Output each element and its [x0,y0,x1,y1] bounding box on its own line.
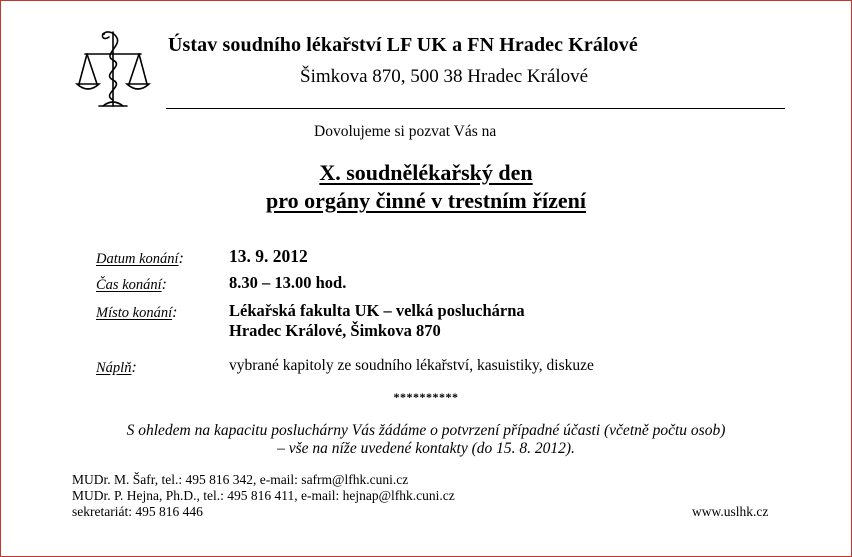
date-label: Datum konání: [96,250,184,267]
attendance-note-line1: S ohledem na kapacitu posluchárny Vás žádáme o potvrzení případné účasti (včetně počtu osob) [126,422,726,439]
time-value: 8.30 – 13.00 hod. [229,273,347,292]
place-label: Místo konání: [96,304,178,321]
website-link[interactable]: www.uslhk.cz [692,504,769,519]
invitation-intro: Dovolujeme si pozvat Vás na [314,123,497,140]
attendance-note-line2: – vše na níže uvedené kontakty (do 15. 8. 2012). [277,440,575,457]
content-label: Náplň: [96,359,137,376]
date-value: 13. 9. 2012 [229,246,308,266]
event-title-line2: pro orgány činné v trestním řízení [266,188,586,213]
institution-address: Šimkova 870, 500 38 Hradec Králové [300,66,589,87]
asclepius-scales-logo-icon [73,20,153,112]
contact-line-hejna: MUDr. P. Hejna, Ph.D., tel.: 495 816 411, e-mail: hejnap@lfhk.cuni.cz [72,488,455,503]
content-value: vybrané kapitoly ze soudního lékařství, kasuistiky, diskuze [229,357,594,374]
section-separator: ********** [393,390,459,404]
contact-line-safr: MUDr. M. Šafr, tel.: 495 816 342, e-mail: safrm@lfhk.cuni.cz [72,472,409,487]
time-label: Čas konání: [96,276,167,293]
event-title-line1: X. soudnělékařský den [319,160,533,185]
header-divider [166,108,785,109]
place-value-line1: Lékařská fakulta UK – velká posluchárna [229,301,525,320]
contact-line-secretariat: sekretariát: 495 816 446 [72,504,203,519]
place-value-line2: Hradec Králové, Šimkova 870 [229,321,441,340]
institution-name: Ústav soudního lékařství LF UK a FN Hradec Králové [168,34,638,56]
